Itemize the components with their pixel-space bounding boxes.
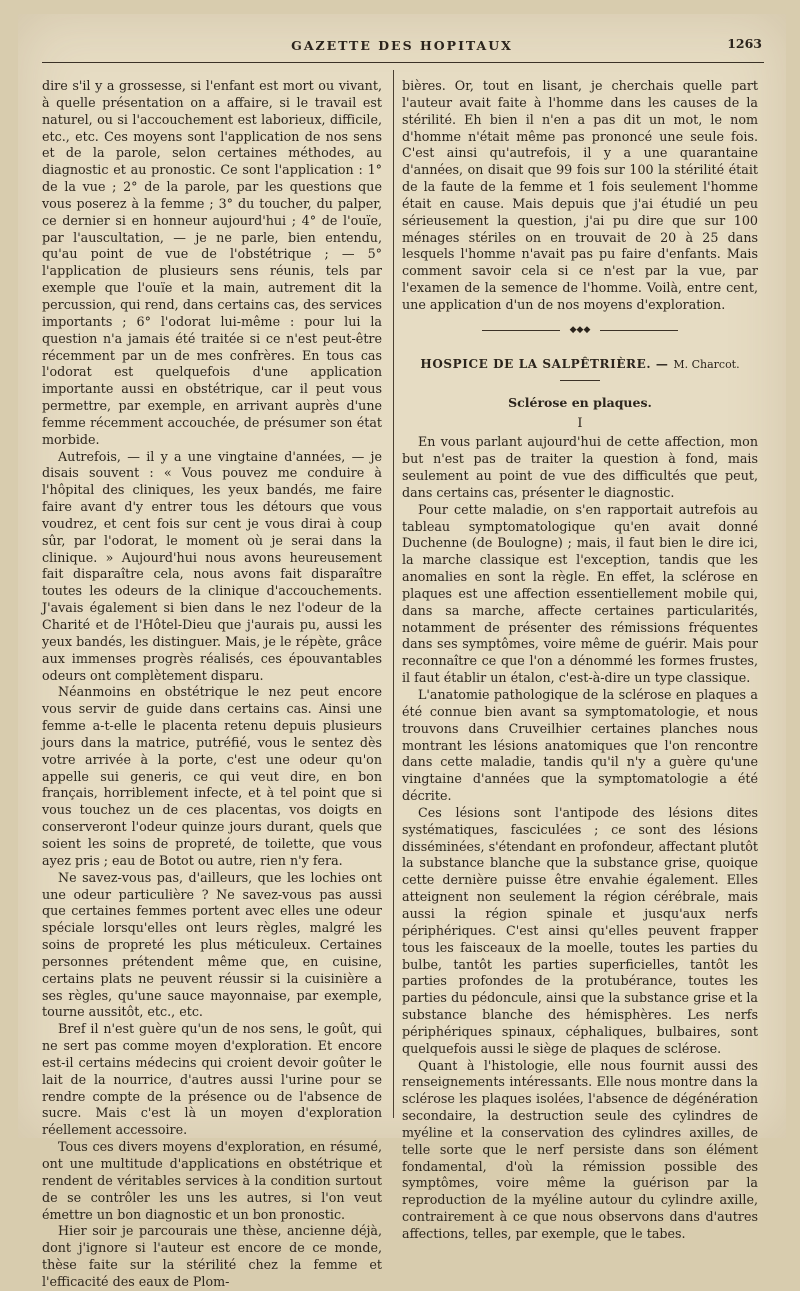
paragraph: bières. Or, tout en lisant, je cherchais quelle part l'auteur avait faite à l'homme dans les causes de la stérilité. Eh bien il n'en a pas dit un mot, le nom d'homme n'était même pas prononcé une seule fois. C'est ainsi qu'autrefois, il y a une quarantaine d'années, on disait que 99 fois sur 100 la stérilité était de la faute de la femme et 1 fois seulement l'homme était en cause. Mais depuis que j'ai étudié un peu sérieusement la question, j'ai pu dire que sur 100 ménages stériles on en trouvait de 20 à 25 dans lesquels l'homme n'avait pas pu faire d'enfants. Mais comment savoir cela si ce n'est par la vue, par l'examen de la semence de l'homme. Voilà, entre cent, une application d'un de nos moyens d'exploration. (402, 78, 758, 312)
section-divider (402, 320, 758, 342)
paragraph: Tous ces divers moyens d'exploration, en résumé, ont une multitude d'applications en obstétrique et rendent de véritables services à la condition surtout de se contrôler les uns les autres, si l'on veut émettre un bon diagnostic et un bon pronostic. (42, 1139, 382, 1222)
article-subtitle: Sclérose en plaques. (508, 394, 652, 410)
section-author: M. Charcot. (673, 357, 740, 371)
section-heading (402, 356, 758, 374)
paragraph: Autrefois, — il y a une vingtaine d'années, — je disais souvent : « Vous pouvez me conduire à l'hôpital des cliniques, les yeux bandés, me faire faire avant d'y entrer tous les détours que vous voudrez, et cent fois sur cent je vous dirai à coup sûr, par l'odorat, le moment où je serai dans la clinique. » Aujourd'hui nous avons heureusement fait disparaître cela, nous avons fait disparaître toutes les odeurs de la clinique d'accouchements. J'avais également si bien dans le nez l'odeur de la Charité et de l'Hôtel-Dieu que j'aurais pu, aussi les yeux bandés, les distinguer. Mais, je le répète, grâce aux immenses progrès réalisés, ces épouvantables odeurs ont complètement disparu. (42, 448, 382, 683)
paragraph: dire s'il y a grossesse, si l'enfant est mort ou vivant, à quelle présentation on a affaire, si le travail est naturel, ou si l'accouchement est laborieux, difficile, etc., etc. Ces moyens sont l'application de nos sens et de la parole, selon certaines méthodes, au diagnostic et au pronostic. Ce sont l'application : 1° de la vue ; 2° de la parole, par les questions que vous poserez à la femme ; 3° du toucher, du palper, ce dernier si en honneur aujourd'hui ; 4° de l'ouïe, par l'auscultation, — je ne parle, bien entendu, qu'au point de vue de l'obstétrique ; — 5° l'application de plusieurs sens réunis, tels par exemple que l'ouïe et la main, autrement dit la percussion, qui rend, dans certains cas, des services importants ; 6° l'odorat lui-même : pour lui la question n'a jamais été traitée si ce n'est peut-être récemment par un de mes confrères. En tous cas l'odorat est quelquefois d'une application importante aussi en obstétrique, car il peut vous permettre, par exemple, en arrivant auprès d'une femme récemment accouchée, de présumer son état morbide. (42, 78, 382, 447)
paragraph: Ces lésions sont l'antipode des lésions dites systématiques, fasciculées ; ce sont des lésions disséminées, s'étendant en profondeur, affectant plutôt la substance blanche que la substance grise, quoique cette dernière puisse être envahie également. Elles atteignent non seulement la région cérébrale, mais aussi la région spinale et jusqu'aux nerfs périphériques. C'est ainsi qu'elles peuvent frapper tous les faisceaux de la moelle, toutes les parties du bulbe, tantôt les parties superficielles, tantôt les parties profondes de la protubérance, toutes les parties du pédoncule, ainsi que la substance grise et la substance blanche des hémisphères. Les nerfs périphériques spinaux, céphaliques, bulbaires, sont quelquefois aussi le siège de plaques de sclérose. (402, 804, 758, 1056)
header-rule (42, 62, 764, 63)
divider-ornament: ◆◆◆ (560, 326, 600, 334)
newspaper-page (18, 14, 786, 1289)
paragraph: Quant à l'histologie, elle nous fournit aussi des renseignements intéressants. Elle nous montre dans la sclérose les plaques isolées, l'absence de dégénération secondaire, la destruction seule des cylindres de myéline et la conservation des cylindres axilles, de telle sorte que le nerf persiste dans son élément fondamental, d'où la rémission possible des symptômes, voire même la guérison par la reproduction de la myéline autour du cylindre axille, contrairement à ce que nous observons dans d'autres affections, telles, par exemple, que le tabes. (402, 1057, 758, 1241)
right-column (402, 78, 758, 1243)
paragraph: Ne savez-vous pas, d'ailleurs, que les lochies ont une odeur particulière ? Ne savez-vous pas aussi que certaines femmes portent avec elles une odeur spéciale lorsqu'elles ont leurs règles, malgré les soins de propreté les plus méticuleux. Certaines personnes prétendent même que, en cuisine, certains plats ne peuvent réussir si la cuisinière a ses règles, qu'une sauce mayonnaise, par exemple, tourne aussitôt, etc., etc. (42, 869, 382, 1020)
column-separator (393, 70, 394, 1118)
part-number: I (577, 415, 583, 431)
paragraph: Néanmoins en obstétrique le nez peut encore vous servir de guide dans certains cas. Ainsi une femme a-t-elle le placenta retenu depuis plusieurs jours dans la matrice, putréfié, vous le sentez dès votre arrivée à la porte, c'est une odeur qu'on appelle sui generis, ce qui veut dire, en bon français, horriblement infecte, et à tel point que si vous touchez un de ces placentas, vos doigts en conserveront l'odeur quinze jours durant, quels que soient les soins de propreté, de toilette, que vous ayez pris ; eau de Botot ou autre, rien n'y fera. (42, 684, 382, 868)
paragraph: L'anatomie pathologique de la sclérose en plaques a été connue bien avant sa symptomatologie, et nous trouvons dans Cruveilhier certaines planches nous montrant les lésions anatomiques que l'on rencontre dans cette maladie, tandis qu'il n'y a guère qu'une vingtaine d'années que la symptomatologie a été décrite. (402, 687, 758, 804)
page-header (18, 36, 786, 60)
paragraph: Pour cette maladie, on s'en rapportait autrefois au tableau symptomatologique qu'en avait donné Duchenne (de Boulogne) ; mais, il faut bien le dire ici, la marche classique est l'exception, tandis que les anomalies en sont la règle. En effet, la sclérose en plaques est une affection essentiellement mobile qui, dans sa marche, affecte certaines particularités, notamment de présenter des rémissions fréquentes dans ses symptômes, voire même de guérir. Mais pour reconnaître ce que l'on a dénommé les formes frustes, il faut établir un étalon, c'est-à-dire un type classique. (402, 501, 758, 686)
section-title: HOSPICE DE LA SALPÊTRIÈRE. — (420, 356, 669, 371)
journal-title: GAZETTE DES HOPITAUX (291, 38, 513, 53)
paragraph: Hier soir je parcourais une thèse, ancienne déjà, dont j'ignore si l'auteur est encore de ce monde, thèse faite sur la stérilité chez la femme et l'efficacité des eaux de Plom- (42, 1223, 382, 1289)
page-number: 1263 (727, 36, 762, 51)
paragraph: En vous parlant aujourd'hui de cette affection, mon but n'est pas de traiter la question à fond, mais seulement au point de vue des difficultés que peut, dans certains cas, présenter le diagnostic. (402, 434, 758, 500)
left-column (42, 78, 382, 1291)
paragraph: Bref il n'est guère qu'un de nos sens, le goût, qui ne sert pas comme moyen d'exploration. Et encore est-il certains médecins qui croient devoir goûter le lait de la nourrice, d'autres aussi l'urine pour se rendre compte de la présence ou de l'absence de sucre. Mais c'est là un moyen d'exploration réellement accessoire. (42, 1021, 382, 1138)
heading-rule (560, 380, 600, 381)
